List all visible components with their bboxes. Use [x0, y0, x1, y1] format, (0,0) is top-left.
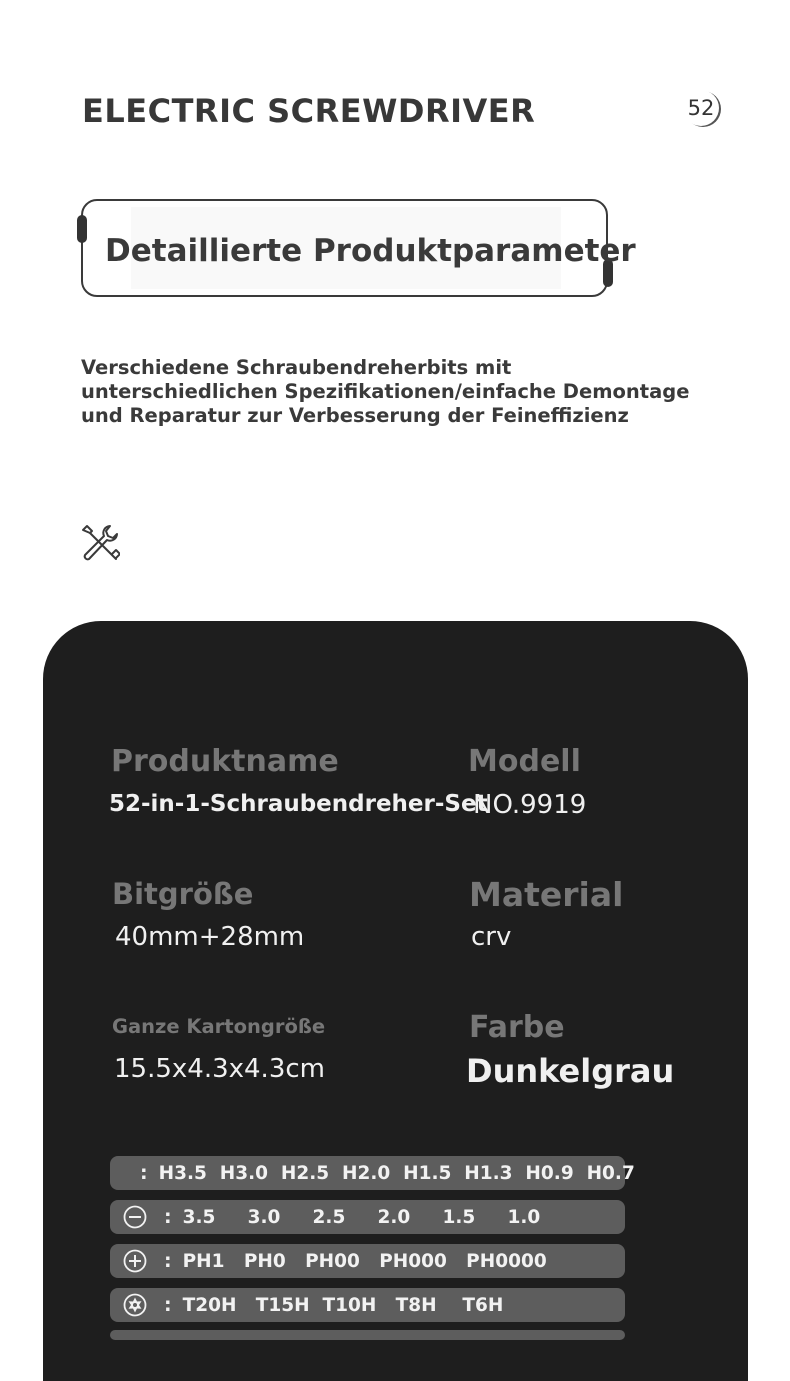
value-karton: 15.5x4.3x4.3cm	[114, 1054, 325, 1084]
bit-row-slotted	[110, 1200, 625, 1234]
bit-row-values: 3.5 3.0 2.5 2.0 1.5 1.0	[182, 1206, 541, 1228]
count-badge	[683, 90, 719, 126]
product-description: Verschiedene Schraubendreherbits mit unterschiedlichen Spezifikationen/einfache Demontage und Reparatur zur Verbesserung der Feineffizienz	[81, 356, 690, 427]
bit-row-partial	[110, 1330, 625, 1340]
section-title-frame	[81, 199, 636, 297]
bit-row-colon: :	[140, 1162, 148, 1184]
label-karton: Ganze Kartongröße	[112, 1015, 326, 1038]
bit-row-hex	[110, 1156, 635, 1190]
bit-row-torx	[110, 1288, 625, 1322]
slotted-bit-icon	[123, 1205, 147, 1229]
bit-row-values: PH1 PH0 PH00 PH000 PH0000	[182, 1250, 547, 1272]
label-produktname: Produktname	[111, 744, 339, 779]
torx-bit-icon	[123, 1293, 147, 1317]
value-produktname: 52-in-1-Schraubendreher-Set	[109, 791, 488, 817]
value-bitgroesse: 40mm+28mm	[115, 922, 305, 952]
bit-row-colon: :	[164, 1294, 172, 1316]
bit-row-colon: :	[164, 1250, 172, 1272]
bit-row-values: H3.5 H3.0 H2.5 H2.0 H1.5 H1.3 H0.9 H0.7	[158, 1162, 635, 1184]
phillips-bit-icon	[123, 1249, 147, 1273]
label-modell: Modell	[468, 744, 581, 779]
label-farbe: Farbe	[469, 1010, 565, 1045]
bit-row-values: T20H T15H T10H T8H T6H	[182, 1294, 504, 1316]
bit-row-colon: :	[164, 1206, 172, 1228]
value-material: crv	[471, 922, 512, 952]
brand-title: ELECTRIC SCREWDRIVER	[82, 92, 536, 130]
count-badge-text: 52	[687, 96, 715, 120]
label-bitgroesse: Bitgröße	[112, 877, 254, 911]
frame-tab-left	[77, 215, 87, 243]
wrench-screwdriver-icon	[80, 523, 120, 563]
section-title: Detaillierte Produktparameter	[105, 233, 636, 269]
value-modell: NO.9919	[473, 790, 587, 820]
bit-row-phillips	[110, 1244, 625, 1278]
value-farbe: Dunkelgrau	[466, 1052, 675, 1090]
label-material: Material	[469, 875, 624, 914]
